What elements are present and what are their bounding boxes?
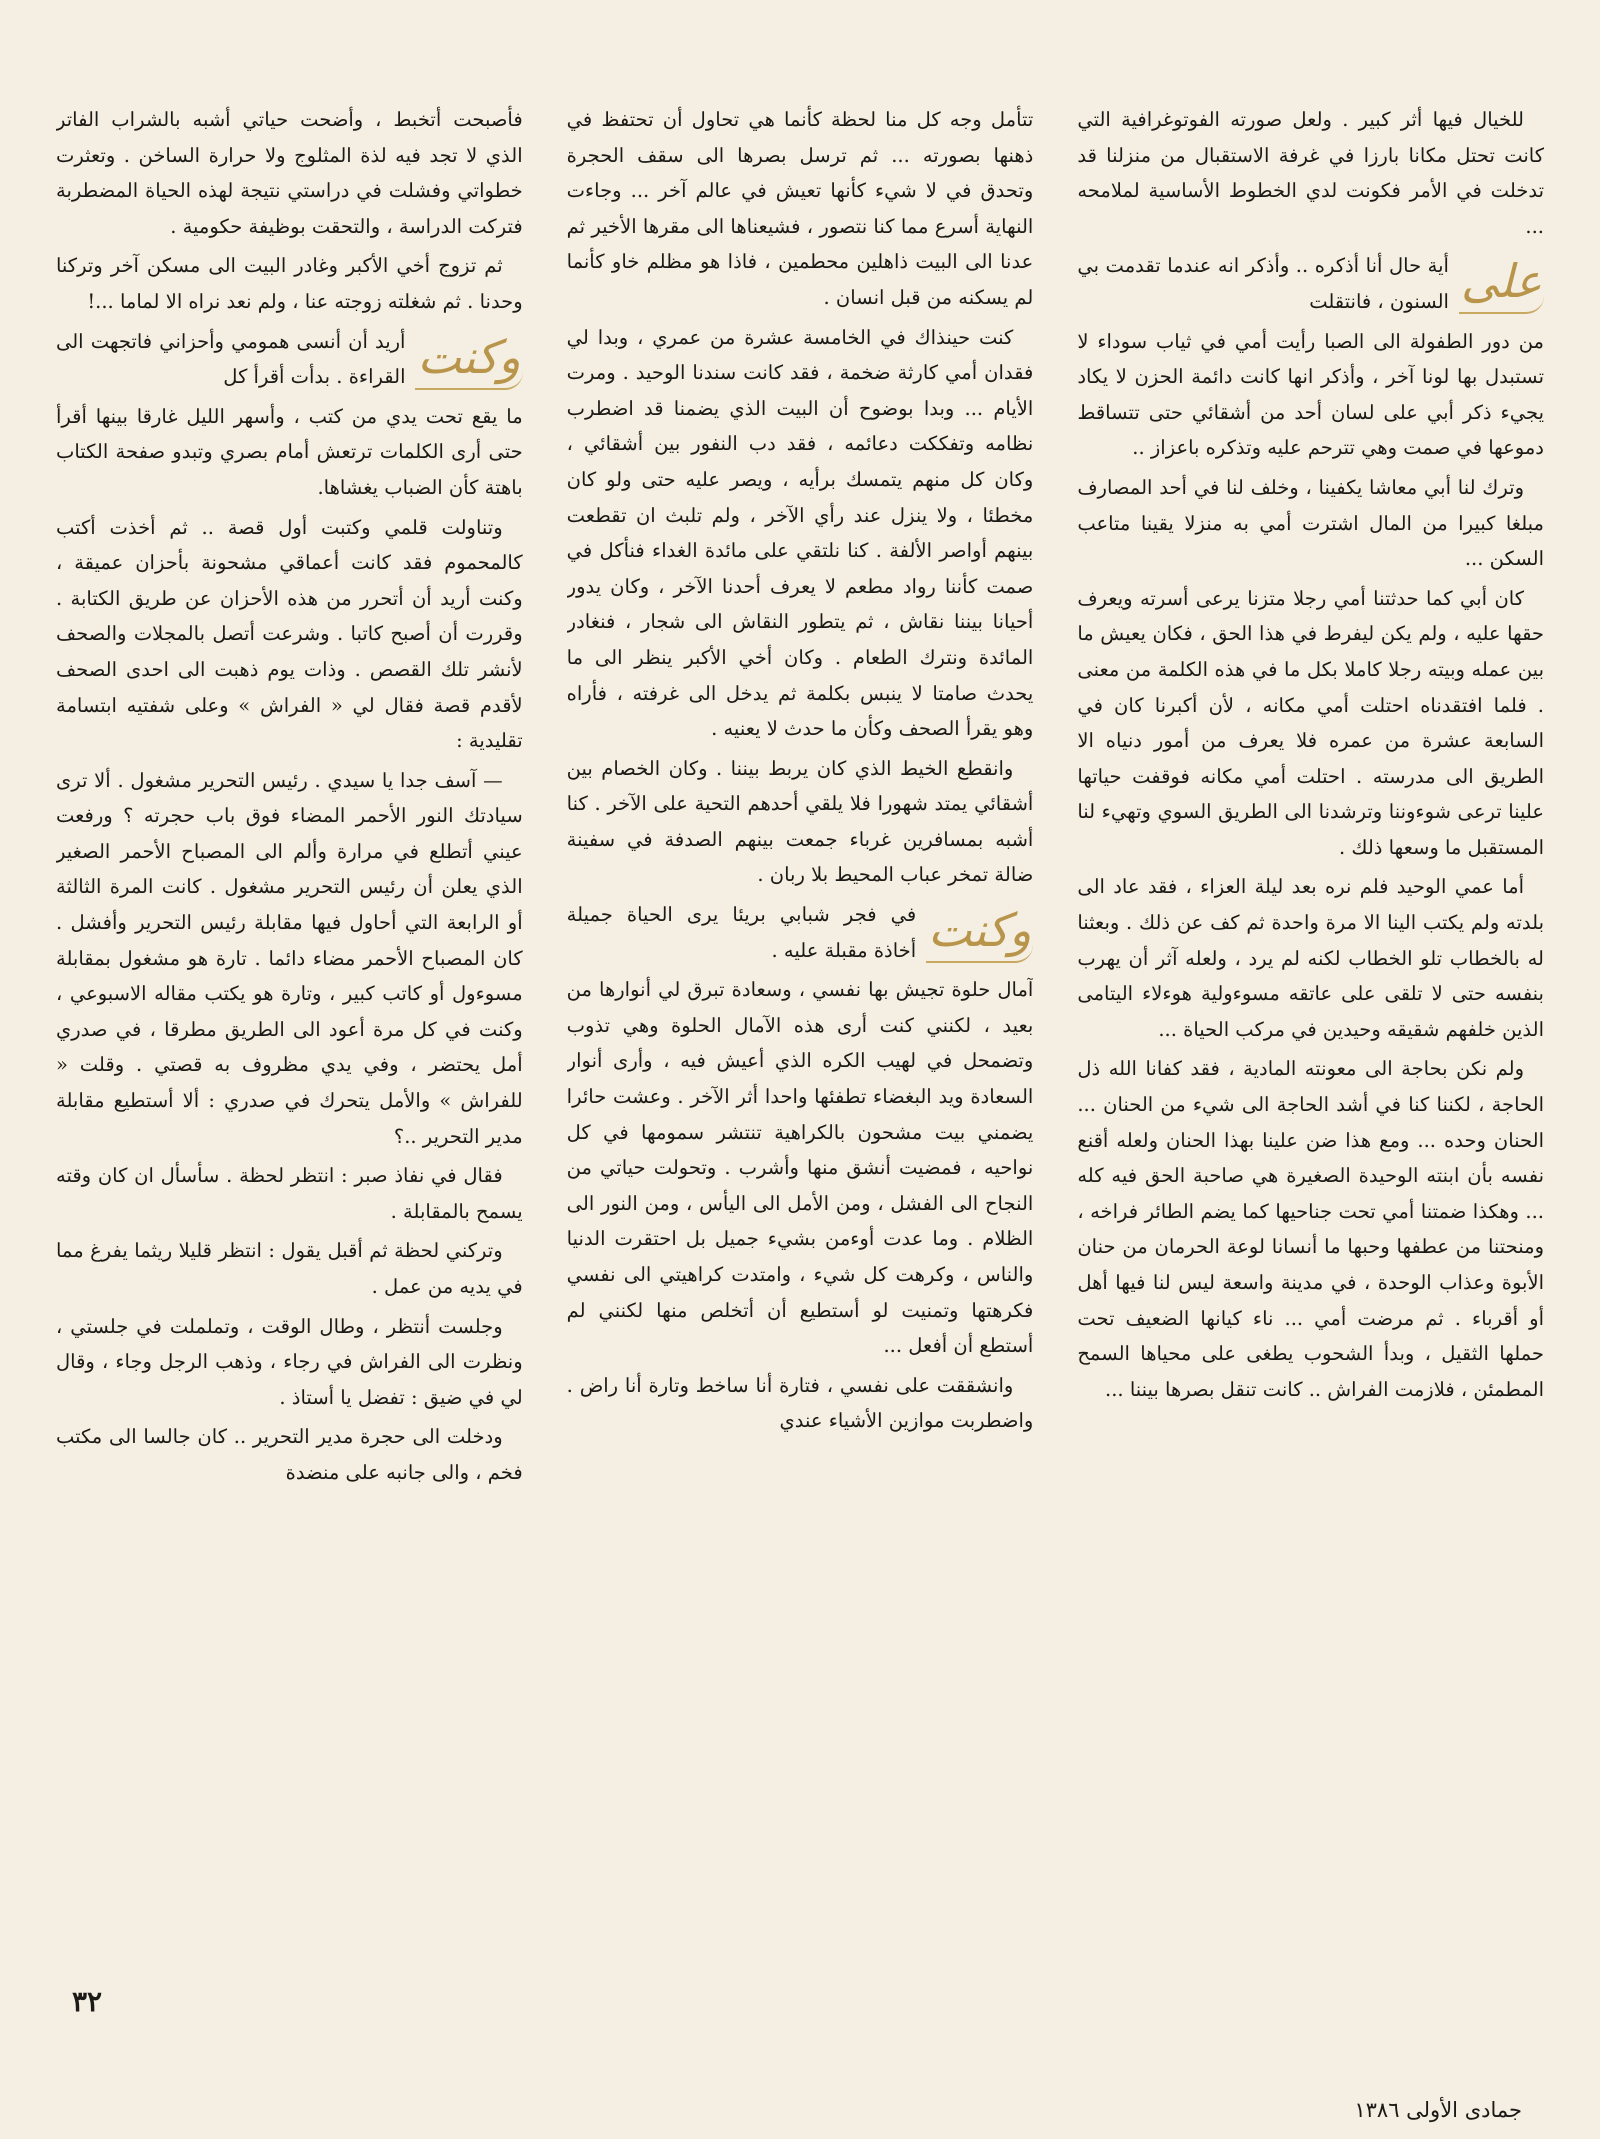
column-left: [56, 102, 523, 1970]
paragraph: ما يقع تحت يدي من كتب ، وأسهر الليل غارقا بينها أقرأ حتى أرى الكلمات ترتعش أمام بصري وتبدو صفحة الكتاب باهتة كأن الضباب يغشاها.: [55, 404, 523, 499]
decorative-drop-word: وكنت: [926, 899, 1033, 963]
paragraph-lead: أية حال أنا أذكره .. وأذكر انه عندما تقدمت بي السنون ، فانتقلت: [1077, 254, 1449, 313]
issue-date: جمادى الأولى ١٣٨٦: [1354, 2098, 1522, 2122]
paragraph: فأصبحت أتخبط ، وأضحت حياتي أشبه بالشراب الفاتر الذي لا تجد فيه لذة المثلوج ولا حرارة الساخن . وتعثرت خطواتي وفشلت في دراستي نتيجة لهذه الحياة المضطربة فتركت الدراسة ، والتحقت بوظيفة حكومية .: [55, 108, 523, 238]
page-number: ٣٢: [72, 1985, 103, 2018]
paragraph: للخيال فيها أثر كبير . ولعل صورته الفوتوغرافية التي كانت تحتل مكانا بارزا في غرفة الاستقبال من منزلنا قد تدخلت في الأمر فكونت لدي الخطوط الأساسية لملامحه ...: [1077, 108, 1544, 238]
paragraph-with-dropword: [567, 897, 1034, 968]
paragraph-with-dropword: [1077, 248, 1544, 319]
paragraph: — آسف جدا يا سيدي . رئيس التحرير مشغول . ألا ترى سيادتك النور الأحمر المضاء فوق باب حجرته ؟ ورفعت عيني أتطلع في مرارة وألم الى المصباح الأحمر الصغير الذي يعلن أن رئيس التحرير مشغول . كانت المرة الثالثة أو الرابعة التي أحاول فيها مقابلة رئيس التحرير وأفشل . كان المصباح الأحمر مضاء دائما . تارة هو مشغول بمقابلة مسوءول أو كاتب كبير ، وتارة هو يكتب مقاله الاسبوعي ، وكنت في كل مرة أعود الى الطريق مطرقا ، في صدري أمل يحتضر ، وفي يدي مظروف به قصتي . وقلت « للفراش » والأمل يتحرك في صدري : ألا أستطيع مقابلة مدير التحرير ..؟: [55, 768, 523, 1148]
paragraph: وانشققت على نفسي ، فتارة أنا ساخط وتارة أنا راض . واضطربت موازين الأشياء عندي: [566, 1373, 1034, 1433]
paragraph-with-dropword: [56, 324, 523, 395]
paragraph: آمال حلوة تجيش بها نفسي ، وسعادة تبرق لي أنوارها من بعيد ، لكنني كنت أرى هذه الآمال الحلوة وهي تذوب وتضمحل في لهيب الكره الذي أعيش فيه ، وأرى أنوار السعادة ويد البغضاء تطفئها واحدا أثر الآخر . وعشت حائرا يضمني بيت مشحون بالكراهية تنتشر سمومها في كل نواحيه ، فمضيت أنشق منها وأشرب . وتحولت حياتي من النجاح الى الفشل ، ومن الأمل الى اليأس ، ومن النور الى الظلام . وما عدت أوءمن بشيء جميل بل احتقرت الدنيا والناس ، وكرهت كل شيء ، وامتدت كراهيتي الى نفسي فكرهتها وتمنيت لو أستطيع أن أتخلص منها لكنني لم أستطع أن أفعل ...: [566, 978, 1034, 1358]
paragraph: وتركني لحظة ثم أقبل يقول : انتظر قليلا ريثما يفرغ مما في يديه من عمل .: [55, 1239, 523, 1298]
paragraph: وتناولت قلمي وكتبت أول قصة .. ثم أخذت أكتب كالمحموم فقد كانت أعماقي مشحونة بأحزان عميقة ، وكنت أريد أن أتحرر من هذه الأحزان عن طريق الكتابة . وقررت أن أصبح كاتبا . وشرعت أتصل بالمجلات والصحف لأنشر تلك القصص . وذات يوم ذهبت الى احدى الصحف لأقدم قصة فقال لي « الفراش » وعلى شفتيه ابتسامة تقليدية :: [55, 515, 523, 753]
article-columns: [56, 102, 1544, 1970]
paragraph: ثم تزوج أخي الأكبر وغادر البيت الى مسكن آخر وتركنا وحدنا . ثم شغلته زوجته عنا ، ولم نعد نراه الا لماما ...!: [55, 254, 523, 313]
column-right: [1077, 102, 1544, 1970]
paragraph: كان أبي كما حدثتنا أمي رجلا متزنا يرعى أسرته ويعرف حقها عليه ، ولم يكن ليفرط في هذا الحق ، فكان يعيش ما بين عمله وبيته رجلا كاملا بكل ما في هذه الكلمة من معنى . فلما افتقدناه احتلت أمي مكانه ، لأن أكبرنا كان في السابعة عشرة من عمره فلا يعرف من أمور دنياه الا الطريق الى مدرسته . احتلت أمي مكانه فوقفت حياتها علينا ترعى شوءوننا وترشدنا الى الطريق السوي وتهيء لنا المستقبل ما وسعها ذلك .: [1077, 586, 1544, 859]
paragraph: وجلست أنتظر ، وطال الوقت ، وتململت في جلستي ، ونظرت الى الفراش في رجاء ، وذهب الرجل وجاء ، وقال لي في ضيق : تفضل يا أستاذ .: [55, 1314, 523, 1409]
paragraph: فقال في نفاذ صبر : انتظر لحظة . سأسأل ان كان وقته يسمح بالمقابلة .: [55, 1164, 523, 1223]
paragraph: ودخلت الى حجرة مدير التحرير .. كان جالسا الى مكتب فخم ، والى جانبه على منضدة: [55, 1425, 523, 1484]
paragraph: وانقطع الخيط الذي كان يربط بيننا . وكان الخصام بين أشقائي يمتد شهورا فلا يلقي أحدهم التحية على الآخر . كنا أشبه بمسافرين غرباء جمعت بينهم الصدفة في سفينة ضالة تمخر عباب المحيط بلا ربان .: [566, 756, 1034, 887]
paragraph-lead: أريد أن أنسى همومي وأحزاني فاتجهت الى القراءة . بدأت أقرأ كل: [55, 329, 406, 389]
paragraph: كنت حينذاك في الخامسة عشرة من عمري ، وبدا لي فقدان أمي كارثة ضخمة ، فقد كانت سندنا الوحيد . ومرت الأيام ... وبدا بوضوح أن البيت الذي يضمنا قد اضطرب نظامه وتفككت دعائمه ، فقد دب النفور بين أشقائي ، وكان كل منهم يتمسك برأيه ، ويصر عليه حتى ولو كان مخطئا ، ولا ينزل عند رأي الآخر ، ولم تلبث ان تقطعت بينهم أواصر الألفة . كنا نلتقي على مائدة الغداء فنأكل في صمت كأننا رواد مطعم لا يعرف أحدنا الآخر ، وكان يدور أحيانا بيننا نقاش ، ثم يتطور النقاش الى شجار ، فنغادر المائدة ونترك الطعام . وكان أخي الأكبر ينظر الى ما يحدث صامتا لا ينبس بكلمة ثم يدخل الى غرفته ، فأراه وهو يقرأ الصحف وكأن ما حدث لا يعنيه .: [566, 325, 1034, 741]
paragraph: وترك لنا أبي معاشا يكفينا ، وخلف لنا في أحد المصارف مبلغا كبيرا من المال اشترت أمي به منزلا يقينا متاعب السكن ...: [1077, 475, 1544, 571]
paragraph: ولم نكن بحاجة الى معونته المادية ، فقد كفانا الله ذل الحاجة ، لكننا كنا في أشد الحاجة الى شيء من الحنان ... الحنان وحده ... ومع هذا ضن علينا بهذا الحنان ولعله أقنع نفسه بأن ابنته الوحيدة الصغيرة هي صاحبة الحق فيه كله ... وهكذا ضمتنا أمي تحت جناحيها كما يضم الطائر فراخه ، ومنحتنا من عطفها وحبها ما أنسانا لوعة الحرمان من حنان الأبوة وعذاب الوحدة ، في مدينة واسعة ليس لنا فيها أهل أو أقرباء . ثم مرضت أمي ... ناء كيانها الضعيف تحت حملها الثقيل ، وبدأ الشحوب يطغى على محياها السمح المطمئن ، فلازمت الفراش .. كانت تنقل بصرها بيننا ...: [1077, 1057, 1544, 1401]
paragraph-lead: في فجر شبابي بريئا يرى الحياة جميلة أخاذة مقبلة عليه .: [566, 903, 917, 962]
decorative-drop-word: على: [1459, 250, 1544, 314]
column-middle: [567, 102, 1034, 1970]
decorative-drop-word: وكنت: [415, 326, 522, 390]
paragraph: من دور الطفولة الى الصبا رأيت أمي في ثياب سوداء لا تستبدل بها لونا آخر ، وأذكر انها كانت دائمة الحزن لا يكاد يجيء ذكر أبي على لسان أحد من أشقائي حتى تتساقط دموعها في صمت وهي تترحم عليه وتذكره باعزاز ..: [1077, 329, 1544, 460]
paragraph: تتأمل وجه كل منا لحظة كأنما هي تحاول أن تحتفظ في ذهنها بصورته ... ثم ترسل بصرها الى سقف الحجرة وتحدق في لا شيء كأنها تعيش في عالم آخر ... وجاءت النهاية أسرع مما كنا نتصور ، فشيعناها الى مقرها الأخير ثم عدنا الى البيت ذاهلين محطمين ، فاذا هو مظلم خاو كأنما لم يسكنه من قبل انسان .: [566, 108, 1034, 309]
paragraph: أما عمي الوحيد فلم نره بعد ليلة العزاء ، فقد عاد الى بلدته ولم يكتب الينا الا مرة واحدة ثم كف عن ذلك . وبعثنا له بالخطاب تلو الخطاب لكنه لم يرد ، ولعله آثر أن يهرب بنفسه حتى لا تلقى على عاتقه مسوءولية هوءلاء اليتامى الذين خلفهم شقيقه وحيدين في مركب الحياة ...: [1077, 875, 1544, 1041]
